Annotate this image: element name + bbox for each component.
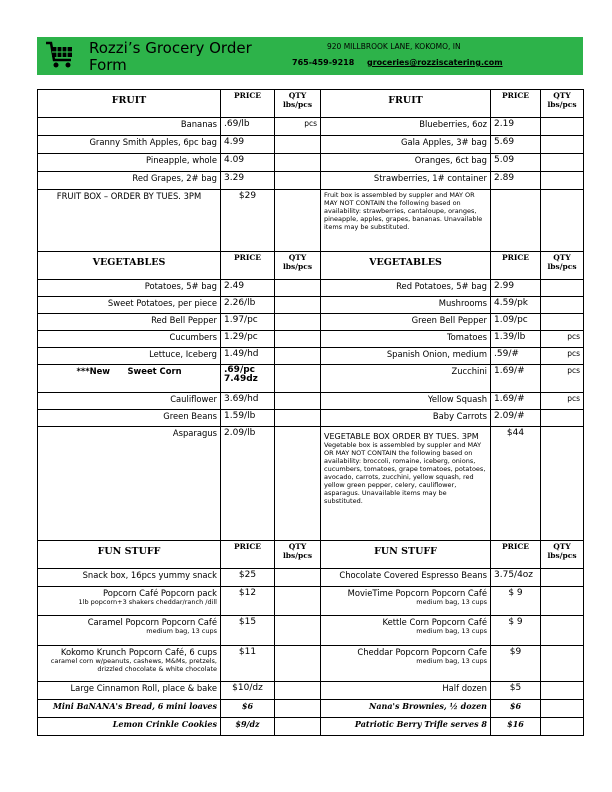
item-price: $16 [491, 718, 541, 736]
vegetable-box-price: $44 [491, 427, 541, 541]
qty-input[interactable] [541, 314, 584, 331]
qty-input[interactable] [275, 297, 321, 314]
item-name: Zucchini [321, 365, 491, 393]
item-price: 1.97/pc [221, 314, 275, 331]
item-name: Mushrooms [321, 297, 491, 314]
fruit-heading: FRUIT [321, 90, 491, 118]
item-name: Chocolate Covered Espresso Beans [321, 569, 491, 587]
qty-input[interactable]: pcs [275, 118, 321, 136]
qty-input[interactable] [541, 297, 584, 314]
price-heading: PRICE [491, 90, 541, 118]
item-name: Caramel Popcorn Popcorn Café [87, 617, 217, 627]
item-price: $10/dz [221, 682, 275, 700]
vegetables-header-row [38, 252, 584, 280]
item-detail: 1lb popcorn+3 shakers cheddar/ranch /dill [78, 598, 217, 606]
order-form-table [37, 89, 584, 736]
item-name: Kokomo Krunch Popcorn Café, 6 cups [60, 647, 217, 657]
table-row [38, 118, 584, 136]
table-row [38, 154, 584, 172]
item-price: 4.59/pk [491, 297, 541, 314]
item-price: $ 9 [491, 587, 541, 616]
empty-cell [491, 190, 541, 252]
qty-input[interactable]: pcs [541, 393, 584, 410]
qty-input[interactable] [541, 154, 584, 172]
item-price: 2.26/lb [221, 297, 275, 314]
table-row [38, 700, 584, 718]
item-price: 2.09/lb [221, 427, 275, 541]
table-row [38, 393, 584, 410]
item-name: Lemon Crinkle Cookies [38, 718, 221, 736]
item-name: Sweet Potatoes, per piece [38, 297, 221, 314]
table-row [38, 172, 584, 190]
item-price: 5.69 [491, 136, 541, 154]
item-detail: medium bag, 13 cups [416, 627, 487, 635]
qty-input[interactable]: pcs [541, 331, 584, 348]
page-header [37, 37, 583, 75]
item-detail: medium bag, 13 cups [416, 598, 487, 606]
item-name: Blueberries, 6oz [321, 118, 491, 136]
qty-input[interactable] [275, 718, 321, 736]
item-price: 2.19 [491, 118, 541, 136]
item-name: Strawberries, 1# container [321, 172, 491, 190]
item-price: 4.99 [221, 136, 275, 154]
table-row [38, 136, 584, 154]
qty-input[interactable] [275, 365, 321, 393]
item-name: Lettuce, Iceberg [38, 348, 221, 365]
sweet-corn-price-dozen: 7.49dz [224, 374, 258, 384]
item-detail: medium bag, 13 cups [416, 657, 487, 665]
item-price: 1.59/lb [221, 410, 275, 427]
table-row [38, 682, 584, 700]
table-row [38, 616, 584, 646]
qty-input[interactable] [275, 616, 321, 646]
item-detail: medium bag, 13 cups [146, 627, 217, 635]
funstuff-heading: FUN STUFF [321, 541, 491, 569]
qty-input[interactable] [541, 190, 584, 252]
item-cell [38, 587, 221, 616]
qty-input[interactable] [275, 280, 321, 297]
vegetable-box-label: VEGETABLE BOX ORDER BY TUES. 3PM [324, 432, 479, 441]
store-phone: 765-459-9218 [292, 58, 355, 67]
item-price: $6 [491, 700, 541, 718]
item-name: Baby Carrots [321, 410, 491, 427]
item-name: Asparagus [38, 427, 221, 541]
table-row [38, 348, 584, 365]
item-price: .69/lb [221, 118, 275, 136]
item-price: $25 [221, 569, 275, 587]
item-price: 1.49/hd [221, 348, 275, 365]
table-row [38, 297, 584, 314]
item-name: Pineapple, whole [38, 154, 221, 172]
table-row [38, 314, 584, 331]
item-name: Green Bell Pepper [321, 314, 491, 331]
item-cell [38, 616, 221, 646]
vegetable-box-cell [321, 427, 491, 541]
vegetable-box-row [38, 427, 584, 541]
fruit-box-note: Fruit box is assembled by suppler and MAY OR MAY NOT CONTAIN the following based on availability: strawberries, cantaloupe, oranges, pineapple, apples, grapes, bananas. Unavailable items may be substituted. [321, 190, 491, 252]
shopping-cart-icon [45, 40, 75, 70]
item-price: 1.69/# [491, 365, 541, 393]
qty-input[interactable] [275, 700, 321, 718]
fruit-box-price: $29 [221, 190, 275, 252]
table-row [38, 587, 584, 616]
item-name: Spanish Onion, medium [321, 348, 491, 365]
item-price: 2.49 [221, 280, 275, 297]
item-price: $9 [491, 646, 541, 682]
qty-input[interactable] [541, 718, 584, 736]
vegetables-heading: VEGETABLES [321, 252, 491, 280]
qty-input[interactable] [275, 646, 321, 682]
item-name: Large Cinnamon Roll, place & bake [38, 682, 221, 700]
table-row [38, 718, 584, 736]
qty-heading: QTY lbs/pcs [275, 90, 321, 118]
qty-input[interactable] [275, 569, 321, 587]
fruit-box-label: FRUIT BOX – ORDER BY TUES. 3PM [38, 190, 221, 252]
qty-heading: QTY lbs/pcs [541, 90, 584, 118]
qty-input[interactable]: pcs [541, 348, 584, 365]
qty-input[interactable] [275, 410, 321, 427]
item-name: Kettle Corn Popcorn Café [382, 617, 487, 627]
table-row [38, 280, 584, 297]
fruit-header-row [38, 90, 584, 118]
qty-input[interactable] [541, 700, 584, 718]
item-price: $5 [491, 682, 541, 700]
qty-input[interactable] [275, 331, 321, 348]
price-heading: PRICE [221, 252, 275, 280]
qty-input[interactable]: pcs [541, 365, 584, 393]
item-price: 1.29/pc [221, 331, 275, 348]
qty-input[interactable] [541, 136, 584, 154]
vegetables-heading: VEGETABLES [38, 252, 221, 280]
item-detail: caramel corn w/peanuts, cashews, M&Ms, pretzels, drizzled chocolate & white chocolate [50, 657, 217, 673]
store-email-link[interactable]: groceries@rozziscatering.com [367, 58, 503, 67]
item-name: Popcorn Café Popcorn pack [102, 588, 217, 598]
item-price: 2.89 [491, 172, 541, 190]
sweet-corn-label: ***New Sweet Corn [38, 365, 221, 393]
item-price: 1.09/pc [491, 314, 541, 331]
sweet-corn-price-each: .69/pc [224, 365, 256, 375]
item-name: Yellow Squash [321, 393, 491, 410]
item-price: 3.69/hd [221, 393, 275, 410]
store-address: 920 MILLBROOK LANE, KOKOMO, IN [327, 42, 461, 51]
qty-input[interactable] [541, 118, 584, 136]
item-price: $15 [221, 616, 275, 646]
item-name: Mini BaNANA's Bread, 6 mini loaves [38, 700, 221, 718]
item-name: Red Bell Pepper [38, 314, 221, 331]
item-name: Red Potatoes, 5# bag [321, 280, 491, 297]
qty-input[interactable] [541, 646, 584, 682]
qty-input[interactable] [275, 682, 321, 700]
item-name: Snack box, 16pcs yummy snack [38, 569, 221, 587]
qty-input[interactable] [275, 348, 321, 365]
item-name: Gala Apples, 3# bag [321, 136, 491, 154]
item-price: 4.09 [221, 154, 275, 172]
qty-input[interactable] [541, 172, 584, 190]
item-price: 2.09/# [491, 410, 541, 427]
item-name: Red Grapes, 2# bag [38, 172, 221, 190]
price-heading: PRICE [221, 541, 275, 569]
qty-input[interactable] [541, 569, 584, 587]
funstuff-header-row [38, 541, 584, 569]
vegetable-box-note: Vegetable box is assembled by suppler and MAY OR MAY NOT CONTAIN the following based on availability: broccoli, romaine, iceberg, onions, cucumbers, tomatoes, grape tomatoes, potatoes, avocado, carrots, zucchini, yellow squash, red yellow green pepper, celery, cauliflower, asparagus. Unavailable items may be substituted. [324, 441, 486, 505]
item-name: Half dozen [321, 682, 491, 700]
sweet-corn-row [38, 365, 584, 393]
qty-input[interactable] [275, 587, 321, 616]
qty-input[interactable] [275, 172, 321, 190]
sweet-corn-price [221, 365, 275, 393]
qty-input[interactable] [275, 136, 321, 154]
qty-input[interactable] [541, 587, 584, 616]
qty-input[interactable] [275, 190, 321, 252]
table-row [38, 331, 584, 348]
qty-input[interactable] [541, 682, 584, 700]
qty-input[interactable] [541, 616, 584, 646]
item-price: 2.99 [491, 280, 541, 297]
item-price: $ 9 [491, 616, 541, 646]
item-name: Cauliflower [38, 393, 221, 410]
table-row [38, 410, 584, 427]
item-cell [38, 646, 221, 682]
qty-heading: QTY lbs/pcs [275, 541, 321, 569]
item-name: Potatoes, 5# bag [38, 280, 221, 297]
funstuff-heading: FUN STUFF [38, 541, 221, 569]
qty-heading: QTY lbs/pcs [541, 252, 584, 280]
item-name: Tomatoes [321, 331, 491, 348]
fruit-box-row [38, 190, 584, 252]
item-name: Patriotic Berry Trifle serves 8 [321, 718, 491, 736]
item-name: Cucumbers [38, 331, 221, 348]
item-price: $12 [221, 587, 275, 616]
qty-input[interactable] [541, 427, 584, 541]
page-title: Rozzi’s Grocery Order Form [89, 39, 252, 74]
item-price: 1.69/# [491, 393, 541, 410]
item-name: Granny Smith Apples, 6pc bag [38, 136, 221, 154]
item-cell [321, 616, 491, 646]
qty-input[interactable] [275, 314, 321, 331]
item-name: Cheddar Popcorn Popcorn Cafe [357, 647, 487, 657]
item-price: 1.39/lb [491, 331, 541, 348]
qty-heading: QTY lbs/pcs [275, 252, 321, 280]
item-price: 3.29 [221, 172, 275, 190]
item-price: $9/dz [221, 718, 275, 736]
table-row [38, 646, 584, 682]
price-heading: PRICE [221, 90, 275, 118]
item-name: Green Beans [38, 410, 221, 427]
item-price: 5.09 [491, 154, 541, 172]
qty-input[interactable] [541, 410, 584, 427]
item-cell [321, 646, 491, 682]
item-price: $6 [221, 700, 275, 718]
qty-heading: QTY lbs/pcs [541, 541, 584, 569]
item-name: Nana's Brownies, ½ dozen [321, 700, 491, 718]
item-price: .59/# [491, 348, 541, 365]
item-name: MovieTime Popcorn Popcorn Café [347, 588, 487, 598]
table-row [38, 569, 584, 587]
qty-input[interactable] [275, 393, 321, 410]
item-name: Oranges, 6ct bag [321, 154, 491, 172]
item-price: 3.75/4oz [491, 569, 541, 587]
qty-input[interactable] [275, 154, 321, 172]
price-heading: PRICE [491, 252, 541, 280]
item-cell [321, 587, 491, 616]
item-name: Bananas [38, 118, 221, 136]
qty-input[interactable] [275, 427, 321, 541]
qty-input[interactable] [541, 280, 584, 297]
price-heading: PRICE [491, 541, 541, 569]
item-price: $11 [221, 646, 275, 682]
fruit-heading: FRUIT [38, 90, 221, 118]
